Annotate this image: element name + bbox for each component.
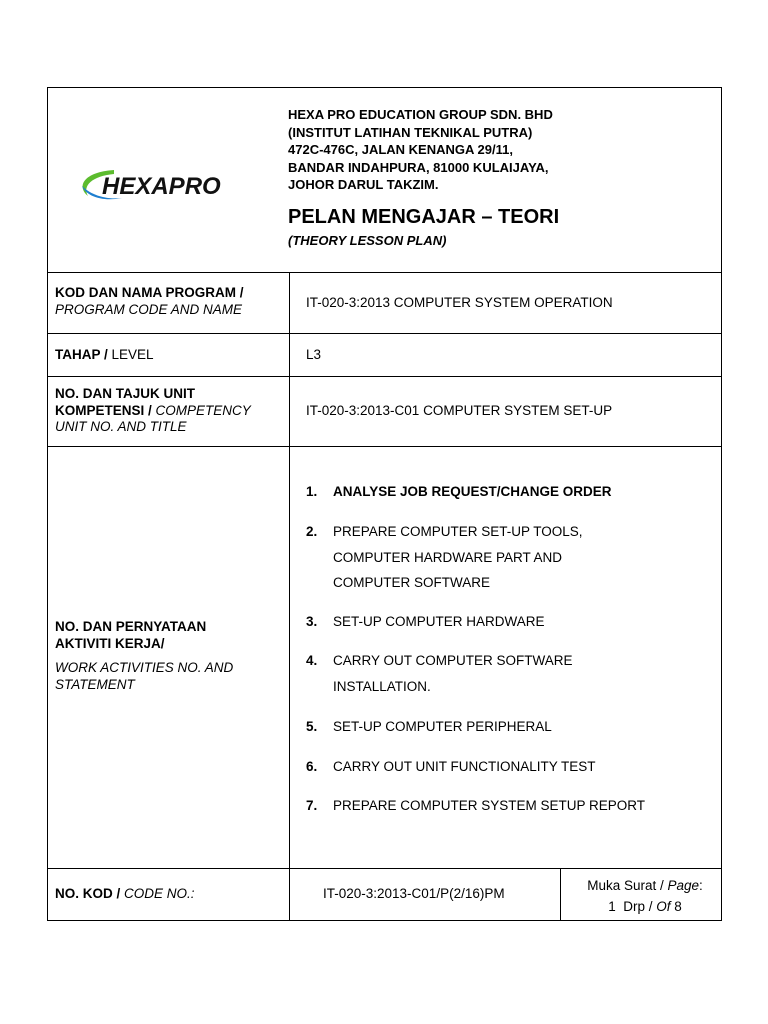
activity-text: ANALYSE JOB REQUEST/CHANGE ORDER xyxy=(333,484,612,499)
address-line-2: BANDAR INDAHPURA, 81000 KULAIJAYA, xyxy=(288,159,549,175)
row-divider xyxy=(48,272,721,273)
svg-text:HEXAPRO: HEXAPRO xyxy=(102,173,221,200)
level-label-bold: TAHAP / xyxy=(55,347,108,362)
address-line-3: JOHOR DARUL TAKZIM. xyxy=(288,177,439,192)
level-label xyxy=(55,347,154,364)
row-divider xyxy=(48,446,721,447)
page-drp: Drp / xyxy=(623,899,653,914)
page-title: PELAN MENGAJAR – TEORI xyxy=(288,206,560,228)
unit-label-italic-2: COMPETENCY xyxy=(151,402,251,418)
activities-label-bold-2: AKTIVITI KERJA/ xyxy=(55,635,165,651)
page-subtitle: (THEORY LESSON PLAN) xyxy=(288,233,447,248)
activities-label-italic-2: STATEMENT xyxy=(55,676,135,692)
level-value: L3 xyxy=(306,347,322,362)
hexapro-logo xyxy=(74,164,254,204)
activity-text: INSTALLATION. xyxy=(333,678,431,694)
program-label-bold: KOD DAN NAMA PROGRAM / xyxy=(55,285,244,300)
activities-label-italic-1: WORK ACTIVITIES NO. AND xyxy=(55,660,234,675)
code-label-bold: NO. KOD / xyxy=(55,886,121,901)
activity-text: SET-UP COMPUTER HARDWARE xyxy=(333,614,545,629)
page-number: 1 xyxy=(608,899,616,914)
address-line-1: 472C-476C, JALAN KENANGA 29/11, xyxy=(288,142,513,157)
activity-text: COMPUTER HARDWARE PART AND xyxy=(333,549,563,565)
activity-number: 1. xyxy=(306,484,318,499)
code-value: IT-020-3:2013-C01/P(2/16)PM xyxy=(323,886,505,901)
company-name: HEXA PRO EDUCATION GROUP SDN. BHD xyxy=(288,107,553,122)
unit-label-bold-1: NO. DAN TAJUK UNIT xyxy=(55,386,195,401)
activity-text: CARRY OUT COMPUTER SOFTWARE xyxy=(333,653,573,668)
activities-label-bold-1: NO. DAN PERNYATAAN xyxy=(55,619,207,634)
activity-number: 2. xyxy=(306,524,318,539)
unit-label xyxy=(55,386,251,436)
page-label-italic: Page xyxy=(667,878,700,893)
row-divider xyxy=(48,333,721,334)
page-indicator xyxy=(568,875,722,917)
program-label xyxy=(55,285,244,318)
column-divider xyxy=(289,272,290,920)
code-label-italic: CODE NO.: xyxy=(120,886,195,901)
activity-number: 5. xyxy=(306,719,318,734)
unit-label-bold-2: KOMPETENSI / xyxy=(55,402,152,418)
unit-label-italic-3: UNIT NO. AND TITLE xyxy=(55,419,187,434)
company-address xyxy=(288,106,553,194)
row-divider xyxy=(48,868,721,869)
program-label-italic: PROGRAM CODE AND NAME xyxy=(55,301,243,317)
code-label xyxy=(55,886,195,903)
row-divider xyxy=(48,376,721,377)
column-divider xyxy=(560,868,561,920)
unit-value: IT-020-3:2013-C01 COMPUTER SYSTEM SET-UP xyxy=(306,403,613,418)
program-value: IT-020-3:2013 COMPUTER SYSTEM OPERATION xyxy=(306,295,613,310)
activity-text: PREPARE COMPUTER SYSTEM SETUP REPORT xyxy=(333,798,646,813)
activity-number: 6. xyxy=(306,759,318,774)
activity-text: CARRY OUT UNIT FUNCTIONALITY TEST xyxy=(333,759,596,774)
activity-number: 3. xyxy=(306,614,318,629)
level-label-normal: LEVEL xyxy=(107,347,154,362)
activity-text: PREPARE COMPUTER SET-UP TOOLS, xyxy=(333,524,583,539)
institute-name: (INSTITUT LATIHAN TEKNIKAL PUTRA) xyxy=(288,124,533,140)
activity-text: SET-UP COMPUTER PERIPHERAL xyxy=(333,719,552,734)
page-colon: : xyxy=(699,878,703,893)
page-total: 8 xyxy=(674,899,682,914)
page-label: Muka Surat / xyxy=(587,878,668,893)
page-of: Of xyxy=(656,899,671,914)
activity-number: 7. xyxy=(306,798,318,813)
lesson-plan-form xyxy=(47,87,722,921)
activity-number: 4. xyxy=(306,653,318,668)
activities-label xyxy=(55,619,233,693)
activity-text: COMPUTER SOFTWARE xyxy=(333,575,490,590)
